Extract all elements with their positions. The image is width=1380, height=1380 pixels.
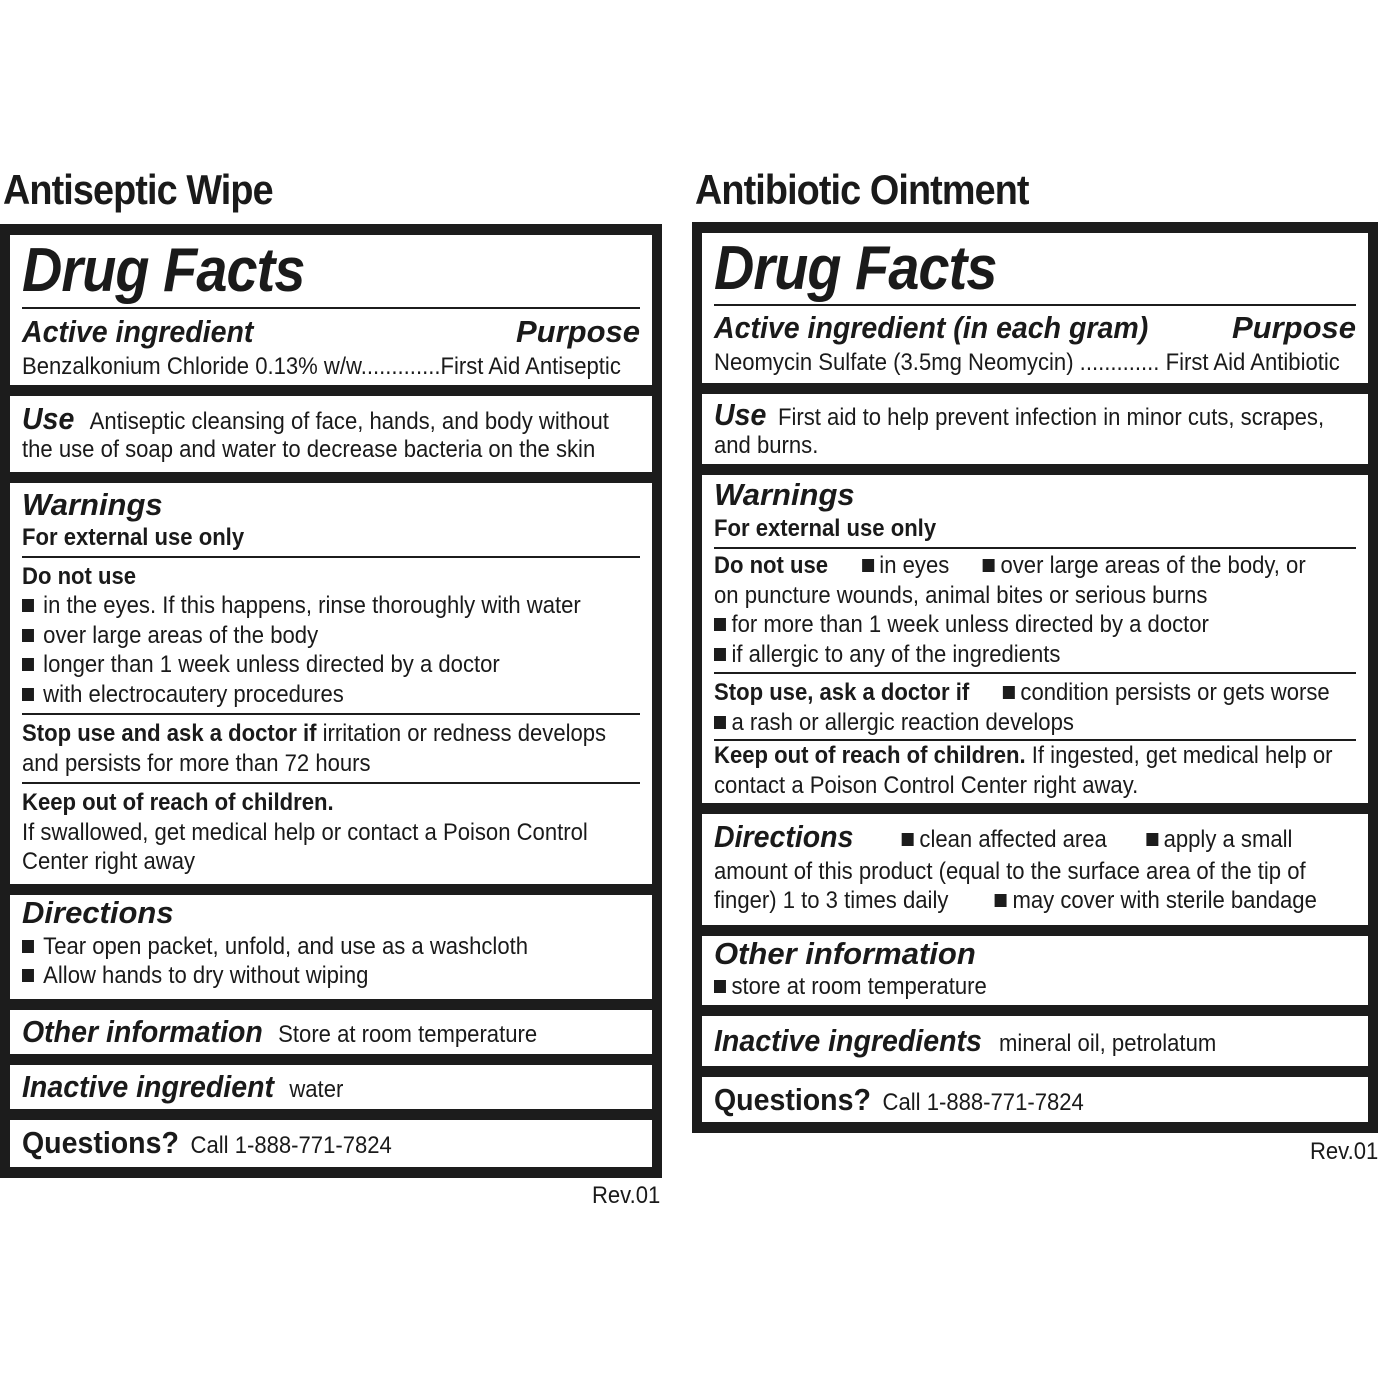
do-not-use-line-1: [714, 551, 1305, 580]
keep-out-heading: Keep out of reach of children.: [22, 789, 334, 816]
questions-phone: Call 1-888-771-7824: [882, 1089, 1084, 1116]
inactive-ingredients-text: mineral oil, petrolatum: [999, 1030, 1217, 1057]
directions-heading: Directions: [22, 895, 174, 930]
external-use-note: For external use only: [22, 524, 245, 551]
other-information-heading: Other information: [714, 936, 976, 971]
active-ingredient-line: Benzalkonium Chloride 0.13% w/w.............First Aid Antiseptic: [22, 353, 621, 380]
use-text-2: the use of soap and water to decrease bacteria on the skin: [22, 436, 596, 463]
keep-out-text-1: If ingested, get medical help or: [1031, 742, 1333, 769]
warnings-heading: Warnings: [714, 477, 855, 512]
divider: [22, 556, 640, 558]
questions-phone: Call 1-888-771-7824: [190, 1132, 392, 1159]
bullet-square-icon: [995, 894, 1007, 907]
use-text-2: and burns.: [714, 432, 819, 459]
bullet-square-icon: [22, 599, 34, 612]
inactive-ingredients-line: [714, 1020, 1305, 1065]
do-not-use-heading: Do not use: [22, 563, 137, 590]
keep-out-text-2: contact a Poison Control Center right away.: [714, 772, 1139, 799]
warnings-section: [10, 483, 652, 884]
active-ingredient-line: [714, 348, 1340, 377]
do-not-use-item: if allergic to any of the ingredients: [714, 640, 1305, 669]
active-ingredient-header-row: [714, 309, 1305, 350]
drug-facts-title: Drug Facts: [22, 236, 305, 305]
divider: [22, 307, 640, 309]
directions-item: apply a small: [1163, 826, 1293, 853]
other-information-section: [702, 936, 1368, 1005]
bullet-square-icon: [862, 559, 874, 572]
bullet-square-icon: [714, 648, 726, 661]
do-not-use-cont: on puncture wounds, animal bites or serious burns: [714, 582, 1208, 609]
bullet-square-icon: [714, 716, 726, 729]
divider: [714, 547, 1356, 549]
inactive-ingredient-line: [22, 1067, 591, 1110]
active-ingredient-purpose: First Aid Antibiotic: [1165, 349, 1340, 376]
bullet-square-icon: [714, 980, 726, 993]
directions-section: [702, 814, 1368, 925]
divider: [22, 782, 640, 784]
do-not-use-item: with electrocautery procedures: [22, 680, 591, 709]
inactive-ingredient-section: [10, 1065, 652, 1109]
active-ingredient-section: [702, 233, 1368, 383]
other-information-text: Store at room temperature: [278, 1021, 538, 1048]
bullet-square-icon: [22, 658, 34, 671]
directions-item: clean affected area: [919, 826, 1107, 853]
directions-cont-2: finger) 1 to 3 times daily: [714, 887, 949, 914]
stop-use-heading: Stop use, ask a doctor if: [714, 679, 970, 706]
do-not-use-item: over large areas of the body: [22, 621, 591, 650]
other-information-heading: Other information: [22, 1014, 263, 1049]
active-ingredient-heading: Active ingredient (in each gram): [714, 310, 1149, 345]
do-not-use-item: in the eyes. If this happens, rinse thoroughly with water: [22, 591, 591, 620]
bullet-square-icon: [22, 688, 34, 701]
use-section: [702, 394, 1368, 464]
directions-cont-1: amount of this product (equal to the surface area of the tip of: [714, 858, 1306, 885]
bullet-square-icon: [22, 940, 34, 953]
directions-item: Tear open packet, unfold, and use as a washcloth: [22, 932, 591, 961]
do-not-use-item: in eyes: [879, 552, 950, 579]
drug-facts-frame: [692, 222, 1378, 1133]
directions-line-3: [714, 886, 1317, 915]
product-title: Antiseptic Wipe: [3, 166, 273, 213]
bullet-square-icon: [714, 618, 726, 631]
use-text-1: Antiseptic cleansing of face, hands, and body without: [89, 408, 609, 435]
do-not-use-item: for more than 1 week unless directed by a doctor: [714, 610, 1305, 639]
stop-use-text-1: irritation or redness develops: [322, 720, 607, 747]
divider: [714, 672, 1356, 674]
do-not-use-item: longer than 1 week unless directed by a doctor: [22, 650, 591, 679]
questions-heading: Questions?: [714, 1082, 871, 1117]
use-text-1: First aid to help prevent infection in minor cuts, scrapes,: [777, 404, 1325, 431]
use-heading: Use: [714, 397, 767, 432]
questions-line: [714, 1079, 1305, 1124]
directions-line-1: [714, 818, 1305, 859]
do-not-use-item: over large areas of the body, or: [1000, 552, 1306, 579]
directions-item: may cover with sterile bandage: [1012, 887, 1317, 914]
stop-use-item: a rash or allergic reaction develops: [714, 708, 1305, 737]
stop-use-line-1: [714, 678, 1330, 707]
keep-out-line-1: [714, 741, 1333, 770]
inactive-ingredients-section: [702, 1016, 1368, 1066]
questions-heading: Questions?: [22, 1125, 179, 1160]
purpose-heading: Purpose: [515, 314, 640, 349]
bullet-square-icon: [22, 629, 34, 642]
divider: [714, 304, 1356, 306]
directions-item: Allow hands to dry without wiping: [22, 961, 591, 990]
other-information-item: store at room temperature: [714, 972, 1305, 1001]
stop-use-line-1: [22, 719, 607, 748]
external-use-note: For external use only: [714, 515, 937, 542]
do-not-use-heading: Do not use: [714, 552, 829, 579]
active-ingredient-name: Neomycin Sulfate (3.5mg Neomycin) .............: [714, 349, 1160, 376]
drug-facts-title: Drug Facts: [714, 234, 997, 303]
questions-line: [22, 1122, 591, 1167]
revision-label: Rev.01: [1309, 1138, 1378, 1165]
warnings-section: [702, 475, 1368, 803]
warnings-heading: Warnings: [22, 487, 163, 522]
questions-section: [702, 1077, 1368, 1122]
purpose-heading: Purpose: [1231, 310, 1356, 345]
stop-use-item: condition persists or gets worse: [1020, 679, 1330, 706]
active-ingredient-header-row: [22, 313, 591, 354]
inactive-ingredient-text: water: [289, 1076, 344, 1103]
inactive-ingredient-heading: Inactive ingredient: [22, 1069, 274, 1104]
bullet-square-icon: [983, 559, 995, 572]
directions-section: [10, 895, 652, 999]
stop-use-text-2: and persists for more than 72 hours: [22, 750, 371, 777]
keep-out-text-1: If swallowed, get medical help or contact a Poison Control: [22, 819, 588, 846]
keep-out-heading: Keep out of reach of children.: [714, 742, 1026, 769]
bullet-square-icon: [902, 833, 914, 846]
revision-label: Rev.01: [591, 1182, 660, 1209]
bullet-square-icon: [1003, 686, 1015, 699]
active-ingredient-heading: Active ingredient: [22, 314, 254, 349]
other-information-line: [22, 1012, 591, 1055]
bullet-square-icon: [22, 969, 34, 982]
other-information-section: [10, 1010, 652, 1054]
use-section: [10, 396, 652, 472]
inactive-ingredients-heading: Inactive ingredients: [714, 1023, 982, 1058]
active-ingredient-section: [10, 235, 652, 385]
keep-out-text-2: Center right away: [22, 848, 196, 875]
questions-section: [10, 1120, 652, 1167]
directions-heading: Directions: [714, 819, 854, 854]
product-title: Antibiotic Ointment: [695, 166, 1029, 213]
bullet-square-icon: [1146, 833, 1158, 846]
drug-facts-frame: [0, 224, 662, 1178]
divider: [22, 713, 640, 715]
stop-use-heading: Stop use and ask a doctor if: [22, 720, 317, 747]
use-heading: Use: [22, 401, 75, 436]
